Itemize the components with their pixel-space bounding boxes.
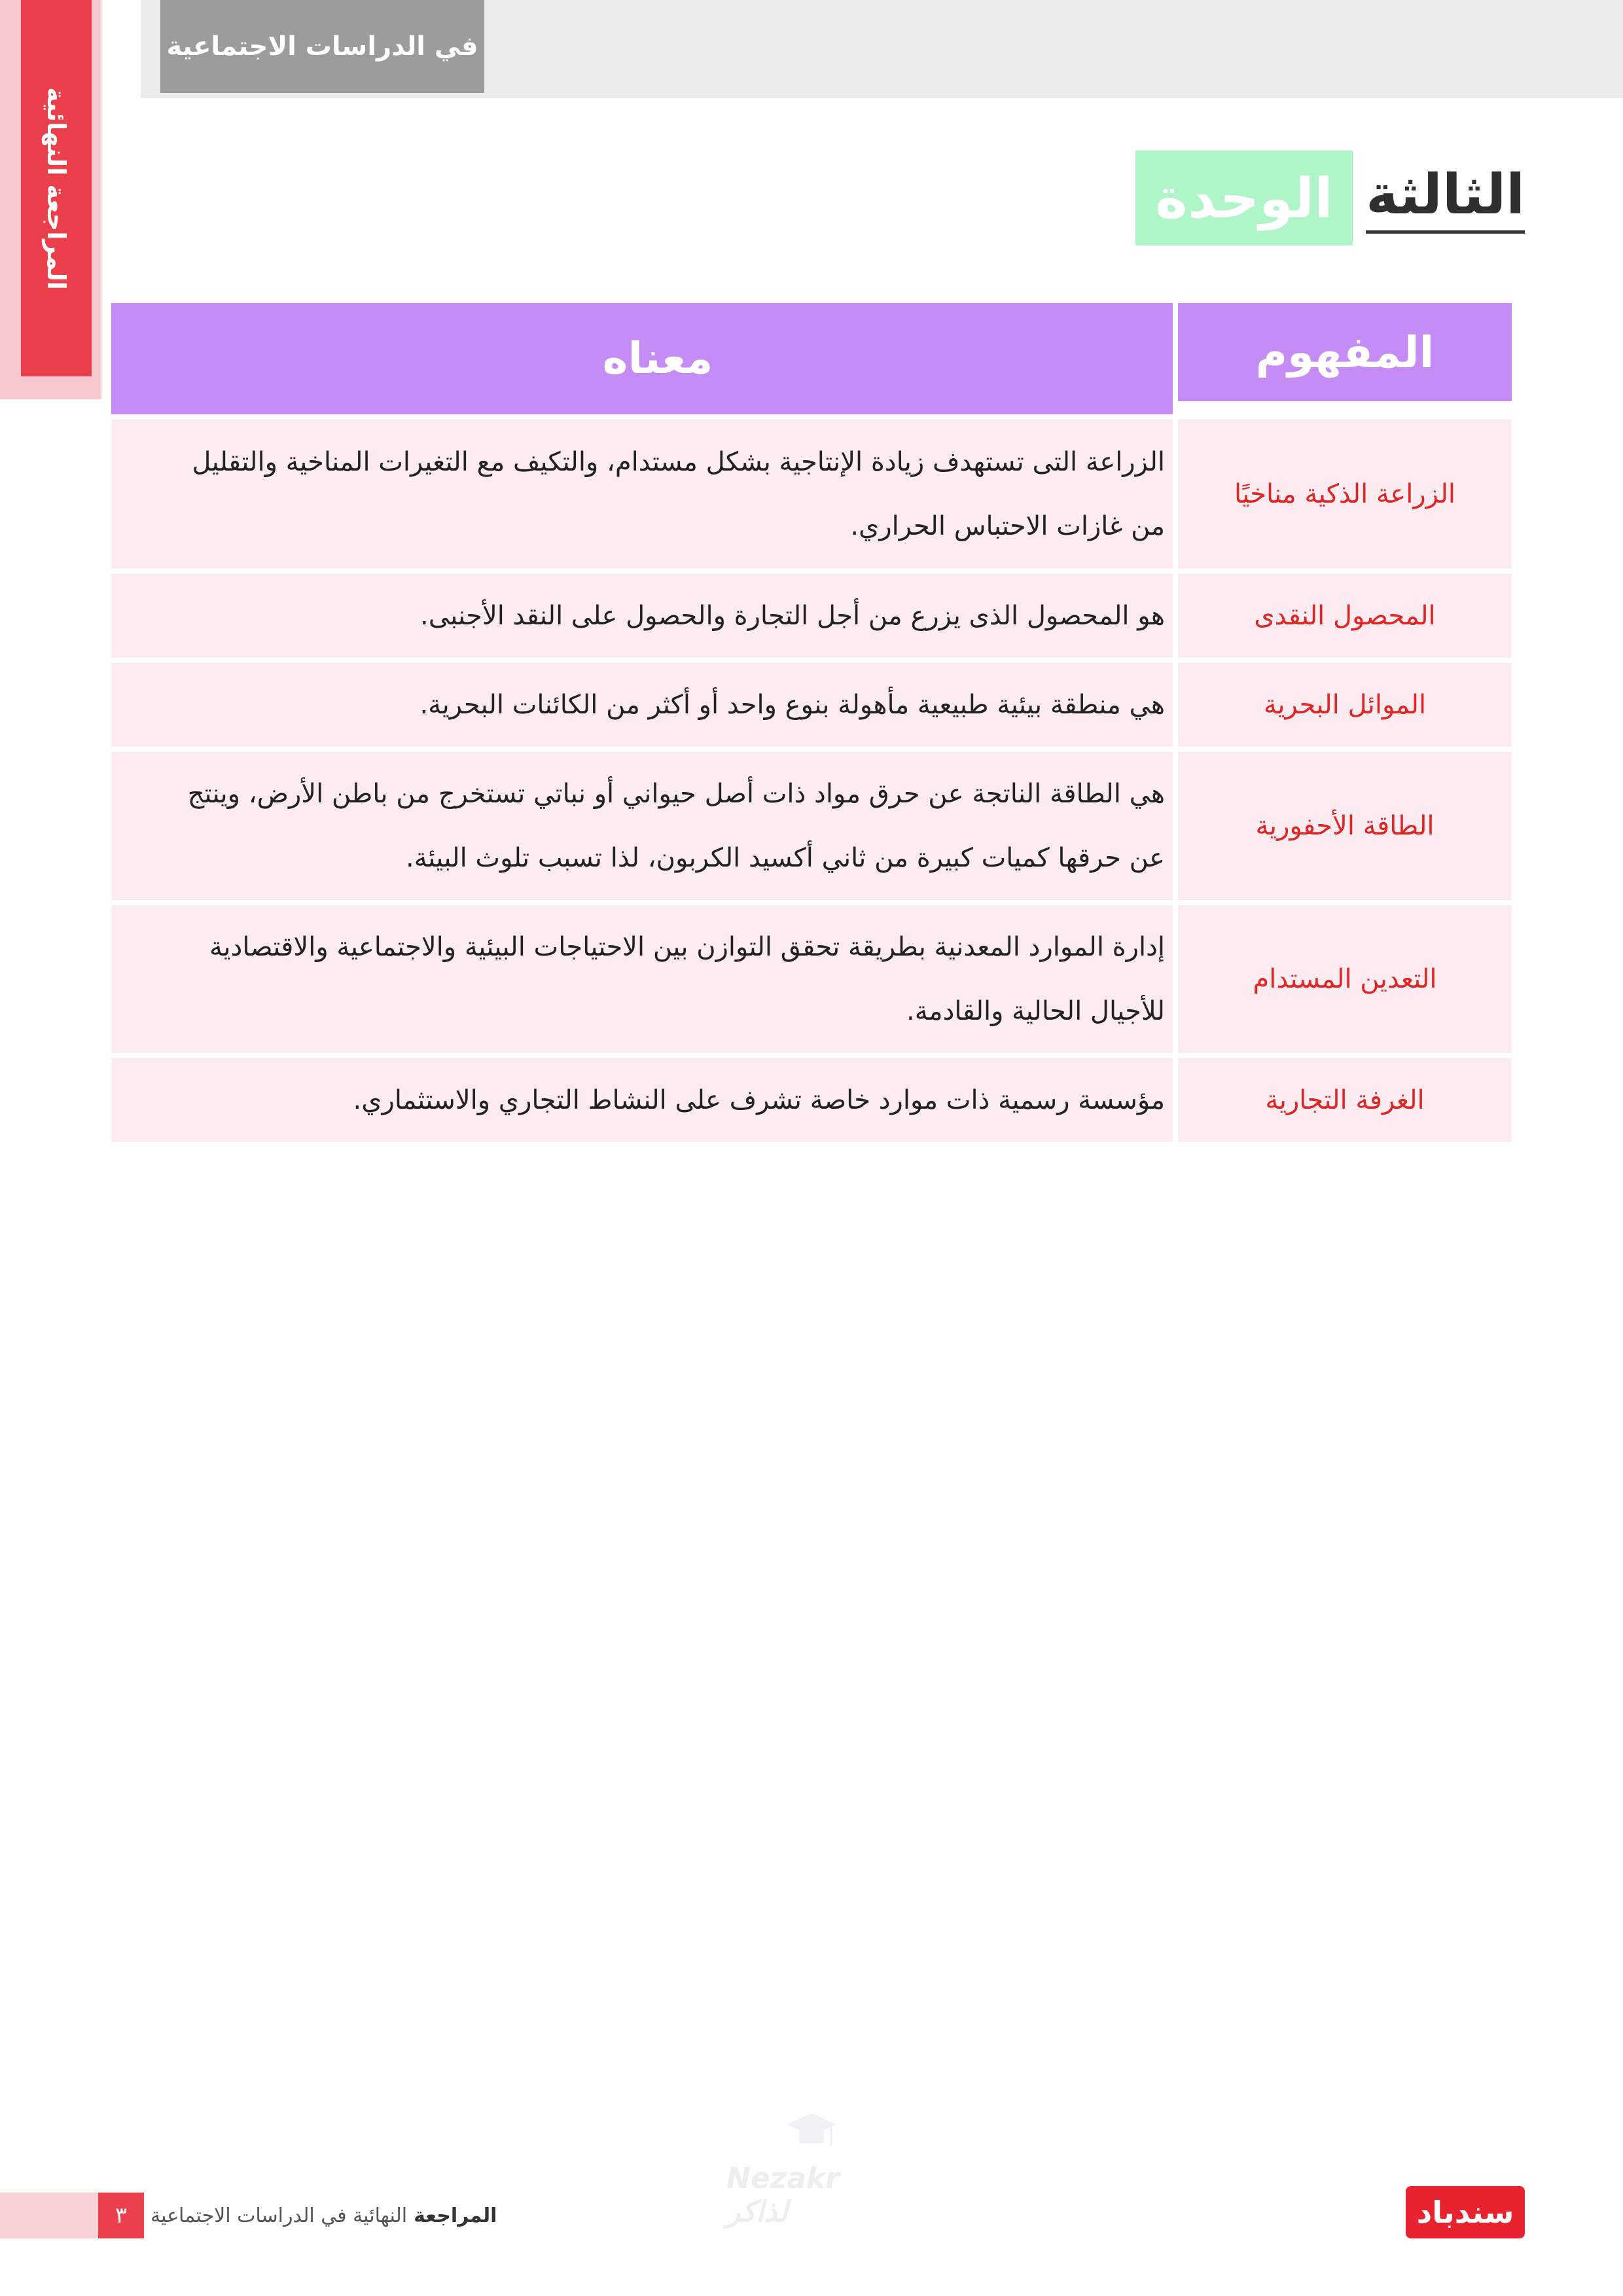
brand-logo — [1406, 2186, 1525, 2238]
meaning-cell: الزراعة التى تستهدف زيادة الإنتاجية بشكل مستدام، والتكيف مع التغيرات المناخية والتقليل من غازات الاحتباس الحراري. — [111, 420, 1173, 569]
watermark — [726, 2111, 897, 2229]
side-tab-label: المراجعة النهائية — [42, 86, 71, 290]
table-row — [111, 420, 1512, 569]
brand-name: سندباد — [1416, 2195, 1514, 2230]
concept-cell: المحصول النقدى — [1178, 574, 1512, 658]
footer-title-bold: المراجعة — [414, 2204, 497, 2227]
page-number: ٣ — [98, 2193, 144, 2238]
concept-cell: التعدين المستدام — [1178, 905, 1512, 1053]
concepts-table — [111, 303, 1512, 1147]
concept-cell: الزراعة الذكية مناخيًا — [1178, 420, 1512, 569]
meaning-cell: هي الطاقة الناتجة عن حرق مواد ذات أصل حيواني أو نباتي تستخرج من باطن الأرض، وينتج عن حرقها كميات كبيرة من ثاني أكسيد الكربون، لذا تسبب تلوث البيئة. — [111, 752, 1173, 900]
table-row — [111, 574, 1512, 658]
meaning-cell: إدارة الموارد المعدنية بطريقة تحقق التوازن بين الاحتياجات البيئية والاجتماعية والاقتصادية للأجيال الحالية والقادمة. — [111, 905, 1173, 1053]
concept-cell: الطاقة الأحفورية — [1178, 752, 1512, 900]
header-meaning: معناه — [111, 303, 1173, 414]
footer-title — [151, 2193, 497, 2238]
side-tab — [21, 0, 92, 376]
table-row — [111, 905, 1512, 1053]
unit-number: الثالثة — [1366, 162, 1525, 234]
table-header-row — [111, 303, 1512, 414]
header-concept: المفهوم — [1178, 303, 1512, 401]
meaning-cell: مؤسسة رسمية ذات موارد خاصة تشرف على النشاط التجاري والاستثماري. — [111, 1058, 1173, 1142]
footer-band — [0, 2193, 98, 2238]
meaning-cell: هي منطقة بيئية طبيعية مأهولة بنوع واحد أو أكثر من الكائنات البحرية. — [111, 663, 1173, 747]
unit-word: الوحدة — [1135, 151, 1353, 245]
table-row — [111, 752, 1512, 900]
concept-cell: الغرفة التجارية — [1178, 1058, 1512, 1142]
table-row — [111, 663, 1512, 747]
concept-cell: الموائل البحرية — [1178, 663, 1512, 747]
unit-title — [1135, 151, 1525, 245]
table-row — [111, 1058, 1512, 1142]
footer-title-rest: النهائية في الدراسات الاجتماعية — [151, 2204, 408, 2227]
watermark-text: Nezakr لذاكر — [726, 2162, 840, 2229]
meaning-cell: هو المحصول الذى يزرع من أجل التجارة والحصول على النقد الأجنبى. — [111, 574, 1173, 658]
graduation-cap-icon — [776, 2111, 847, 2155]
header-tab — [160, 0, 484, 93]
header-tab-label: في الدراسات الاجتماعية — [166, 31, 478, 62]
